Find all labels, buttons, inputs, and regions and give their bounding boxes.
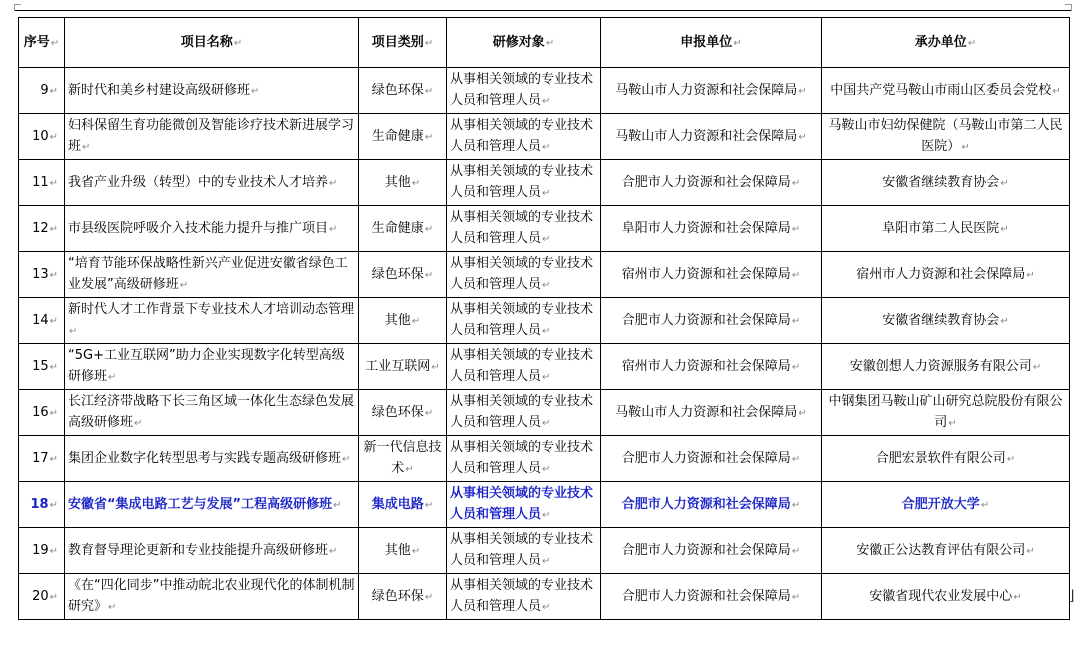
organizer-unit-cell: 合肥开放大学↵ — [822, 482, 1070, 528]
organizer-unit-cell: 安徽省继续教育协会↵ — [822, 298, 1070, 344]
paragraph-mark-icon: ↵ — [49, 131, 58, 143]
project-name-cell: 妇科保留生育功能微创及智能诊疗技术新进展学习班↵ — [65, 114, 359, 160]
row-number-cell: 20↵ — [19, 574, 65, 620]
project-category-cell: 新一代信息技术↵ — [359, 436, 447, 482]
row-number-cell: 16↵ — [19, 390, 65, 436]
applicant-unit-cell: 马鞍山市人力资源和社会保障局↵ — [601, 68, 822, 114]
applicant-unit-cell: 合肥市人力资源和社会保障局↵ — [601, 436, 822, 482]
paragraph-mark-icon: ↵ — [1032, 361, 1042, 373]
applicant-unit-cell: 宿州市人力资源和社会保障局↵ — [601, 344, 822, 390]
project-name-cell: 市县级医院呼吸介入技术能力提升与推广项目↵ — [65, 206, 359, 252]
applicant-unit-cell: 合肥市人力资源和社会保障局↵ — [601, 574, 822, 620]
paragraph-mark-icon: ↵ — [1000, 223, 1009, 235]
table-row — [19, 298, 1070, 344]
paragraph-mark-icon: ↵ — [424, 131, 434, 143]
applicant-unit-cell: 合肥市人力资源和社会保障局↵ — [601, 298, 822, 344]
paragraph-mark-icon: ↵ — [50, 37, 60, 49]
project-name-cell: 新时代和美乡村建设高级研修班↵ — [65, 68, 359, 114]
table-header-row — [19, 18, 1070, 68]
paragraph-mark-icon: ↵ — [798, 131, 807, 143]
training-project-table — [18, 17, 1070, 620]
training-target-cell: 从事相关领域的专业技术人员和管理人员↵ — [447, 344, 601, 390]
organizer-unit-cell: 安徽正公达教育评估有限公司↵ — [822, 528, 1070, 574]
applicant-unit-cell: 马鞍山市人力资源和社会保障局↵ — [601, 390, 822, 436]
paragraph-mark-icon: ↵ — [791, 361, 801, 373]
organizer-unit-cell: 合肥宏景软件有限公司↵ — [822, 436, 1070, 482]
paragraph-mark-icon: ↵ — [49, 361, 58, 373]
project-name-cell: 新时代人才工作背景下专业技术人才培训动态管理↵ — [65, 298, 359, 344]
paragraph-mark-icon: ↵ — [49, 315, 58, 327]
paragraph-mark-icon: ↵ — [251, 85, 260, 97]
paragraph-mark-icon: ↵ — [542, 234, 551, 245]
row-number-cell: 9↵ — [19, 68, 65, 114]
paragraph-mark-icon: ↵ — [791, 223, 801, 235]
paragraph-mark-icon: ↵ — [545, 37, 555, 49]
paragraph-mark-icon: ↵ — [733, 37, 742, 49]
project-name-cell: 我省产业升级（转型）中的专业技术人才培养↵ — [65, 160, 359, 206]
table-row — [19, 574, 1070, 620]
training-target-cell: 从事相关领域的专业技术人员和管理人员↵ — [447, 298, 601, 344]
row-number-cell: 15↵ — [19, 344, 65, 390]
paragraph-mark-icon: ↵ — [967, 37, 977, 49]
row-number-cell: 17↵ — [19, 436, 65, 482]
training-target-cell: 从事相关领域的专业技术人员和管理人员↵ — [447, 114, 601, 160]
project-category-cell: 其他↵ — [359, 160, 447, 206]
paragraph-mark-icon: ↵ — [329, 545, 338, 557]
organizer-unit-cell: 安徽创想人力资源服务有限公司↵ — [822, 344, 1070, 390]
applicant-unit-cell: 马鞍山市人力资源和社会保障局↵ — [601, 114, 822, 160]
crop-mark-left — [14, 4, 21, 11]
project-category-cell: 生命健康↵ — [359, 206, 447, 252]
applicant-unit-cell: 阜阳市人力资源和社会保障局↵ — [601, 206, 822, 252]
paragraph-mark-icon: ↵ — [333, 499, 342, 511]
training-target-cell: 从事相关领域的专业技术人员和管理人员↵ — [447, 574, 601, 620]
paragraph-mark-icon: ↵ — [1052, 85, 1061, 97]
training-target-cell: 从事相关领域的专业技术人员和管理人员↵ — [447, 252, 601, 298]
paragraph-mark-icon: ↵ — [49, 85, 58, 97]
project-category-cell: 其他↵ — [359, 298, 447, 344]
project-name-cell: 《在“四化同步”中推动皖北农业现代化的体制机制研究》↵ — [65, 574, 359, 620]
paragraph-mark-icon: ↵ — [411, 315, 421, 327]
project-name-cell: 长江经济带战略下长三角区域一体化生态绿色发展高级研修班↵ — [65, 390, 359, 436]
row-number-cell: 12↵ — [19, 206, 65, 252]
paragraph-mark-icon: ↵ — [791, 499, 801, 511]
training-target-cell: 从事相关领域的专业技术人员和管理人员↵ — [447, 160, 601, 206]
header-cell: 申报单位↵ — [601, 18, 822, 68]
page-top-rule — [0, 0, 1086, 13]
paragraph-mark-icon: ↵ — [542, 556, 551, 567]
training-target-cell: 从事相关领域的专业技术人员和管理人员↵ — [447, 390, 601, 436]
paragraph-mark-icon: ↵ — [791, 315, 801, 327]
paragraph-mark-icon: ↵ — [49, 499, 58, 511]
paragraph-mark-icon: ↵ — [542, 602, 551, 613]
paragraph-mark-icon: ↵ — [49, 269, 58, 281]
training-target-cell: 从事相关领域的专业技术人员和管理人员↵ — [447, 482, 601, 528]
header-cell: 项目名称↵ — [65, 18, 359, 68]
paragraph-mark-icon: ↵ — [791, 177, 801, 189]
paragraph-mark-icon: ↵ — [69, 326, 78, 337]
project-name-cell: “5G+工业互联网”助力企业实现数字化转型高级研修班↵ — [65, 344, 359, 390]
paragraph-mark-icon: ↵ — [791, 545, 801, 557]
paragraph-mark-icon: ↵ — [424, 85, 434, 97]
project-category-cell: 集成电路↵ — [359, 482, 447, 528]
table-row — [19, 160, 1070, 206]
training-target-cell: 从事相关领域的专业技术人员和管理人员↵ — [447, 68, 601, 114]
applicant-unit-cell: 合肥市人力资源和社会保障局↵ — [601, 528, 822, 574]
table-row — [19, 528, 1070, 574]
paragraph-mark-icon: ↵ — [424, 499, 434, 511]
project-name-cell: “培育节能环保战略性新兴产业促进安徽省绿色工业发展”高级研修班↵ — [65, 252, 359, 298]
table-row — [19, 68, 1070, 114]
paragraph-mark-icon: ↵ — [542, 188, 551, 199]
project-category-cell: 绿色环保↵ — [359, 390, 447, 436]
project-name-cell: 教育督导理论更新和专业技能提升高级研修班↵ — [65, 528, 359, 574]
paragraph-mark-icon: ↵ — [108, 372, 117, 383]
header-cell: 承办单位↵ — [822, 18, 1070, 68]
paragraph-mark-icon: ↵ — [791, 591, 801, 603]
paragraph-mark-icon: ↵ — [179, 280, 189, 291]
paragraph-mark-icon: ↵ — [542, 372, 551, 383]
paragraph-mark-icon: ↵ — [411, 545, 421, 557]
paragraph-mark-icon: ↵ — [49, 407, 58, 419]
paragraph-mark-icon: ↵ — [134, 418, 143, 429]
paragraph-mark-icon: ↵ — [49, 453, 58, 465]
paragraph-mark-icon: ↵ — [1000, 177, 1009, 189]
paragraph-mark-icon: ↵ — [411, 177, 421, 189]
paragraph-mark-icon: ↵ — [233, 37, 243, 49]
row-number-cell: 13↵ — [19, 252, 65, 298]
paragraph-mark-icon: ↵ — [542, 142, 551, 153]
organizer-unit-cell: 宿州市人力资源和社会保障局↵ — [822, 252, 1070, 298]
table-row — [19, 390, 1070, 436]
table-row — [19, 114, 1070, 160]
training-target-cell: 从事相关领域的专业技术人员和管理人员↵ — [447, 206, 601, 252]
paragraph-mark-icon: ↵ — [424, 37, 434, 49]
applicant-unit-cell: 合肥市人力资源和社会保障局↵ — [601, 160, 822, 206]
paragraph-mark-icon: ↵ — [961, 142, 970, 153]
organizer-unit-cell: 中国共产党马鞍山市雨山区委员会党校↵ — [822, 68, 1070, 114]
paragraph-mark-icon: ↵ — [49, 177, 58, 189]
paragraph-mark-icon: ↵ — [49, 591, 58, 603]
table-row — [19, 252, 1070, 298]
table-row — [19, 344, 1070, 390]
applicant-unit-cell: 合肥市人力资源和社会保障局↵ — [601, 482, 822, 528]
header-cell: 研修对象↵ — [447, 18, 601, 68]
table-row — [19, 206, 1070, 252]
row-number-cell: 10↵ — [19, 114, 65, 160]
row-number-cell: 11↵ — [19, 160, 65, 206]
paragraph-mark-icon: ↵ — [1026, 269, 1035, 281]
header-cell: 项目类别↵ — [359, 18, 447, 68]
row-number-cell: 18↵ — [19, 482, 65, 528]
paragraph-mark-icon: ↵ — [542, 326, 551, 337]
margin-bracket-mark: ⌋ — [1069, 588, 1075, 604]
project-category-cell: 生命健康↵ — [359, 114, 447, 160]
organizer-unit-cell: 安徽省现代农业发展中心↵ — [822, 574, 1070, 620]
project-category-cell: 绿色环保↵ — [359, 68, 447, 114]
project-name-cell: 安徽省“集成电路工艺与发展”工程高级研修班↵ — [65, 482, 359, 528]
paragraph-mark-icon: ↵ — [424, 223, 434, 235]
training-target-cell: 从事相关领域的专业技术人员和管理人员↵ — [447, 436, 601, 482]
organizer-unit-cell: 阜阳市第二人民医院↵ — [822, 206, 1070, 252]
table-row — [19, 436, 1070, 482]
paragraph-mark-icon: ↵ — [49, 545, 58, 557]
paragraph-mark-icon: ↵ — [329, 223, 338, 235]
paragraph-mark-icon: ↵ — [1026, 545, 1035, 557]
paragraph-mark-icon: ↵ — [431, 361, 440, 373]
table-row — [19, 482, 1070, 528]
organizer-unit-cell: 马鞍山市妇幼保健院（马鞍山市第二人民医院）↵ — [822, 114, 1070, 160]
applicant-unit-cell: 宿州市人力资源和社会保障局↵ — [601, 252, 822, 298]
paragraph-mark-icon: ↵ — [798, 407, 807, 419]
project-category-cell: 绿色环保↵ — [359, 252, 447, 298]
organizer-unit-cell: 安徽省继续教育协会↵ — [822, 160, 1070, 206]
project-category-cell: 绿色环保↵ — [359, 574, 447, 620]
training-target-cell: 从事相关领域的专业技术人员和管理人员↵ — [447, 528, 601, 574]
crop-mark-right — [1065, 4, 1072, 11]
paragraph-mark-icon: ↵ — [948, 418, 957, 429]
paragraph-mark-icon: ↵ — [424, 407, 434, 419]
paragraph-mark-icon: ↵ — [405, 464, 414, 475]
paragraph-mark-icon: ↵ — [1000, 315, 1009, 327]
header-cell: 序号↵ — [19, 18, 65, 68]
paragraph-mark-icon: ↵ — [542, 464, 551, 475]
paragraph-mark-icon: ↵ — [329, 177, 338, 189]
paragraph-mark-icon: ↵ — [82, 142, 91, 153]
paragraph-mark-icon: ↵ — [542, 280, 551, 291]
paragraph-mark-icon: ↵ — [1006, 453, 1016, 465]
paragraph-mark-icon: ↵ — [980, 499, 990, 511]
paragraph-mark-icon: ↵ — [542, 418, 551, 429]
paragraph-mark-icon: ↵ — [342, 453, 351, 465]
row-number-cell: 14↵ — [19, 298, 65, 344]
row-number-cell: 19↵ — [19, 528, 65, 574]
paragraph-mark-icon: ↵ — [791, 453, 801, 465]
paragraph-mark-icon: ↵ — [791, 269, 801, 281]
project-name-cell: 集团企业数字化转型思考与实践专题高级研修班↵ — [65, 436, 359, 482]
paragraph-mark-icon: ↵ — [49, 223, 58, 235]
paragraph-mark-icon: ↵ — [424, 269, 434, 281]
project-category-cell: 其他↵ — [359, 528, 447, 574]
page-rule-line — [14, 10, 1072, 11]
paragraph-mark-icon: ↵ — [424, 591, 434, 603]
paragraph-mark-icon: ↵ — [108, 602, 117, 613]
paragraph-mark-icon: ↵ — [798, 85, 807, 97]
paragraph-mark-icon: ↵ — [1013, 591, 1022, 603]
paragraph-mark-icon: ↵ — [542, 510, 551, 521]
project-category-cell: 工业互联网↵ — [359, 344, 447, 390]
organizer-unit-cell: 中钢集团马鞍山矿山研究总院股份有限公司↵ — [822, 390, 1070, 436]
paragraph-mark-icon: ↵ — [542, 96, 551, 107]
